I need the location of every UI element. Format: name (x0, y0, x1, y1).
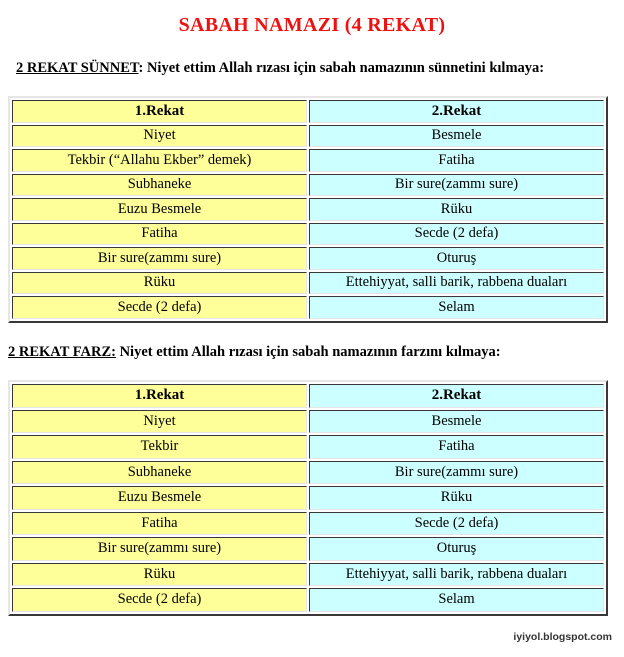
table-cell: Oturuş (309, 537, 604, 561)
page-title: SABAH NAMAZI (4 REKAT) (178, 14, 446, 36)
table-cell: Secde (2 defa) (309, 223, 604, 246)
table-cell: Fatiha (12, 223, 307, 246)
column-header-rekat-2: 2.Rekat (309, 100, 604, 123)
farz-heading: 2 REKAT FARZ: (8, 344, 116, 360)
table-cell: Besmele (309, 125, 604, 148)
table-cell: Subhaneke (12, 461, 307, 485)
table-row (12, 247, 604, 270)
table-cell: Subhaneke (12, 174, 307, 197)
sunnet-table (8, 96, 608, 323)
table-cell: Euzu Besmele (12, 198, 307, 221)
farz-niyet-text: Niyet ettim Allah rızası için sabah namazının farzını kılmaya: (115, 344, 501, 360)
blog-watermark: iyiyol.blogspot.com (513, 631, 612, 643)
table-row (12, 588, 604, 612)
column-header-rekat-1: 1.Rekat (12, 100, 307, 123)
table-row (12, 512, 604, 536)
farz-intro (8, 344, 501, 361)
table-row (12, 486, 604, 510)
table-row (12, 563, 604, 587)
table-cell: Ettehiyyat, salli barik, rabbena duaları (309, 563, 604, 587)
sunnet-intro (16, 60, 544, 77)
table-cell: Ettehiyyat, salli barik, rabbena duaları (309, 272, 604, 295)
table-row (12, 125, 604, 148)
table-cell: Fatiha (309, 435, 604, 459)
table-cell: Niyet (12, 410, 307, 434)
table-cell: Euzu Besmele (12, 486, 307, 510)
table-cell: Oturuş (309, 247, 604, 270)
table-row (12, 461, 604, 485)
table-header-row (12, 384, 604, 408)
table-row (12, 272, 604, 295)
table-cell: Niyet (12, 125, 307, 148)
table-cell: Bir sure(zammı sure) (309, 461, 604, 485)
table-row (12, 537, 604, 561)
table-cell: Bir sure(zammı sure) (12, 247, 307, 270)
table-cell: Selam (309, 296, 604, 319)
table-cell: Secde (2 defa) (12, 296, 307, 319)
column-header-rekat-1: 1.Rekat (12, 384, 307, 408)
table-cell: Tekbir (“Allahu Ekber” demek) (12, 149, 307, 172)
table-row (12, 410, 604, 434)
table-cell: Rüku (12, 563, 307, 587)
table-cell: Tekbir (12, 435, 307, 459)
table-cell: Fatiha (309, 149, 604, 172)
sunnet-niyet-text: : Niyet ettim Allah rızası için sabah namazının sünnetini kılmaya: (138, 60, 545, 76)
farz-table (8, 380, 608, 616)
table-row (12, 296, 604, 319)
table-cell: Fatiha (12, 512, 307, 536)
table-row (12, 223, 604, 246)
table-cell: Secde (2 defa) (12, 588, 307, 612)
table-cell: Besmele (309, 410, 604, 434)
table-row (12, 198, 604, 221)
table-row (12, 435, 604, 459)
table-header-row (12, 100, 604, 123)
table-cell: Rüku (12, 272, 307, 295)
table-cell: Bir sure(zammı sure) (12, 537, 307, 561)
sunnet-heading: 2 REKAT SÜNNET (16, 60, 139, 76)
table-cell: Rüku (309, 486, 604, 510)
table-cell: Bir sure(zammı sure) (309, 174, 604, 197)
table-row (12, 174, 604, 197)
table-cell: Rüku (309, 198, 604, 221)
table-cell: Secde (2 defa) (309, 512, 604, 536)
column-header-rekat-2: 2.Rekat (309, 384, 604, 408)
table-row (12, 149, 604, 172)
table-cell: Selam (309, 588, 604, 612)
